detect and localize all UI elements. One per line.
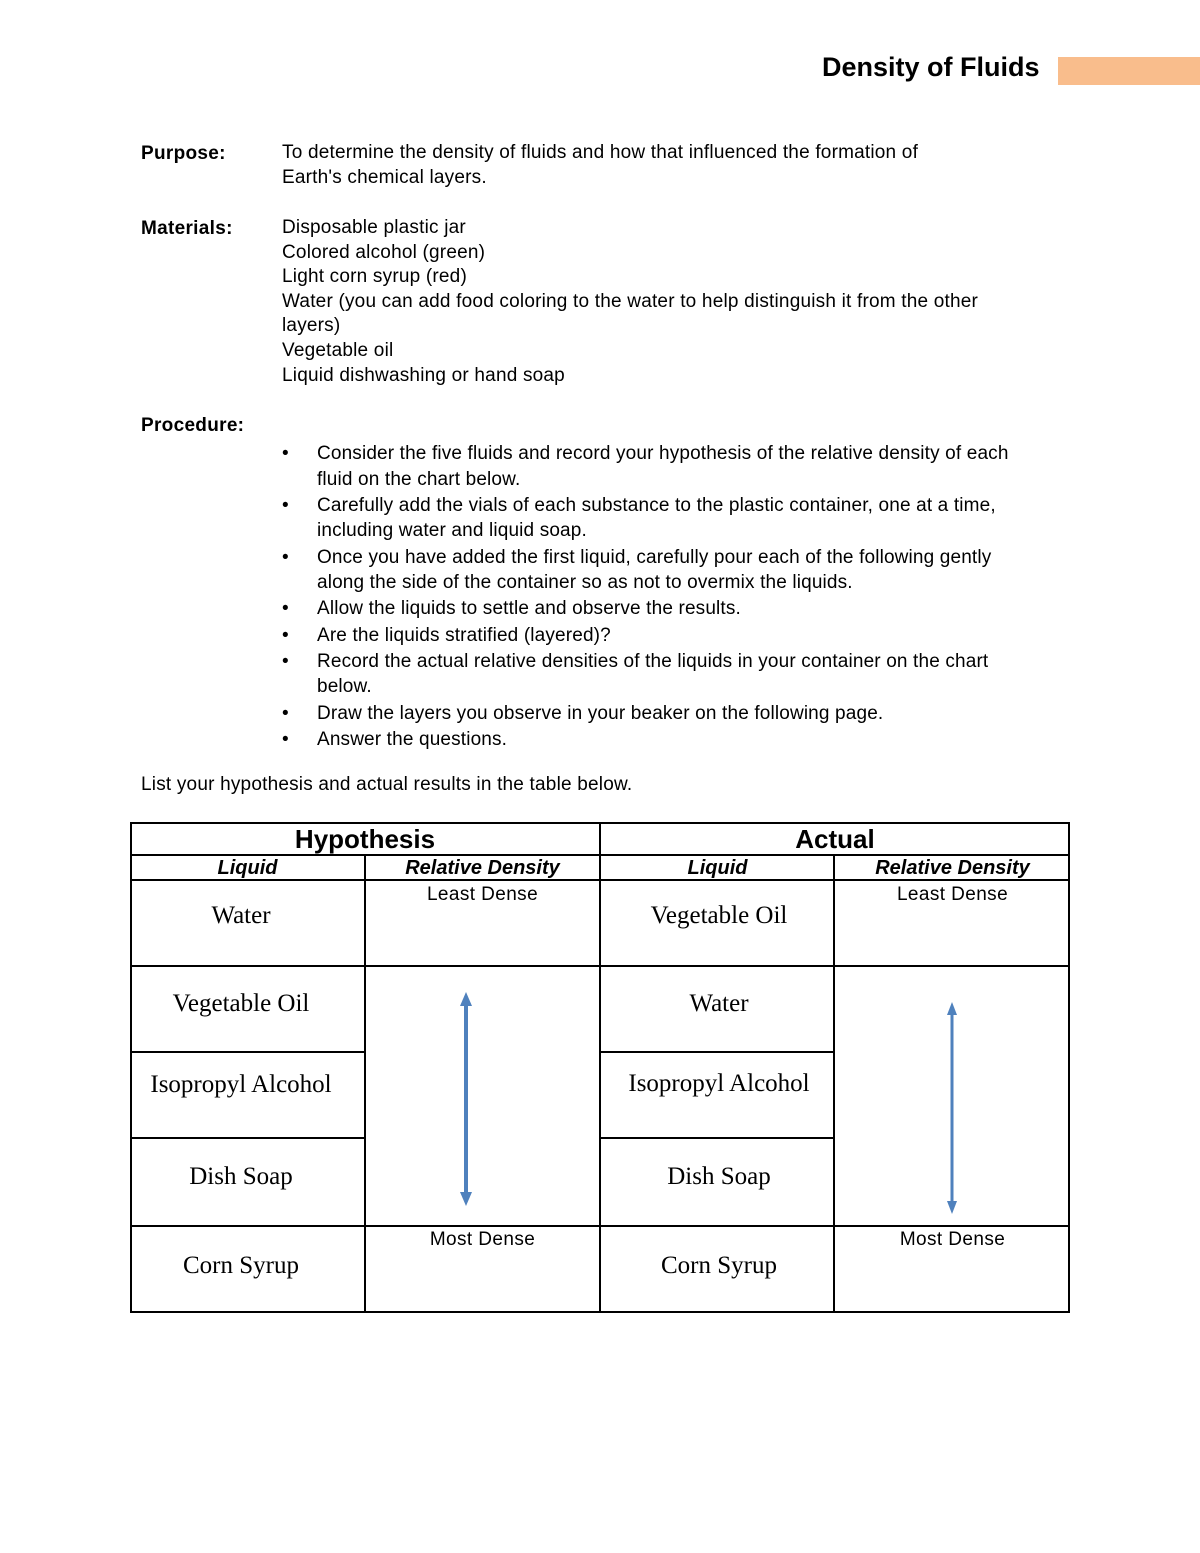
actual-density-header: Relative Density bbox=[875, 857, 1030, 879]
materials-item: Light corn syrup (red) bbox=[282, 266, 467, 288]
actual-most-dense: Most Dense bbox=[899, 1229, 1006, 1250]
materials-list bbox=[282, 216, 978, 388]
materials-item: layers) bbox=[282, 315, 341, 337]
purpose-line: Earth's chemical layers. bbox=[282, 166, 487, 188]
materials-item: Liquid dishwashing or hand soap bbox=[282, 364, 565, 386]
procedure-step: • Draw the layers you observe in your beaker on the following page. bbox=[282, 701, 1042, 727]
procedure-label: Procedure: bbox=[141, 415, 245, 436]
actual-liquid-cell: Water bbox=[689, 990, 749, 1017]
title-accent-bar bbox=[1058, 57, 1200, 85]
procedure-step: • Once you have added the first liquid, carefully pour each of the following gently along the side of the container so as not to overmix the liquids. bbox=[282, 545, 1042, 596]
actual-least-dense: Least Dense bbox=[896, 884, 1009, 905]
table-rule bbox=[600, 1051, 835, 1053]
hypothesis-density-arrow bbox=[456, 992, 476, 1208]
purpose-label: Purpose: bbox=[141, 143, 226, 164]
materials-item: Vegetable oil bbox=[282, 339, 394, 361]
procedure-step: • Record the actual relative densities of the liquids in your container on the chart below. bbox=[282, 649, 1042, 700]
table-border-left bbox=[130, 822, 132, 1313]
actual-liquid-cell: Dish Soap bbox=[667, 1163, 771, 1190]
materials-item: Water (you can add food coloring to the water to help distinguish it from the other bbox=[282, 290, 979, 312]
procedure-step: • Answer the questions. bbox=[282, 727, 1042, 753]
actual-liquid-cell: Corn Syrup bbox=[661, 1252, 777, 1279]
hypothesis-liquid-cell: Isopropyl Alcohol bbox=[150, 1071, 332, 1098]
hypothesis-density-header: Relative Density bbox=[405, 857, 560, 879]
hypothesis-liquid-cell: Corn Syrup bbox=[183, 1252, 299, 1279]
procedure-step: • Consider the five fluids and record your hypothesis of the relative density of each fluid on the chart below. bbox=[282, 441, 1042, 492]
materials-item: Colored alcohol (green) bbox=[282, 241, 486, 263]
table-intro: List your hypothesis and actual results in the table below. bbox=[141, 774, 633, 795]
procedure-step: • Allow the liquids to settle and observe the results. bbox=[282, 596, 1042, 622]
hypothesis-liquid-header: Liquid bbox=[217, 857, 278, 879]
hypothesis-least-dense: Least Dense bbox=[426, 884, 539, 905]
actual-header: Actual bbox=[795, 824, 875, 854]
procedure-list bbox=[282, 441, 1042, 753]
actual-liquid-cell: Vegetable Oil bbox=[650, 902, 788, 929]
hypothesis-liquid-cell: Vegetable Oil bbox=[172, 990, 310, 1017]
table-rule bbox=[130, 1051, 365, 1053]
hypothesis-liquid-cell: Dish Soap bbox=[189, 1163, 293, 1190]
procedure-step: • Carefully add the vials of each substance to the plastic container, one at a time, including water and liquid soap. bbox=[282, 493, 1042, 544]
actual-liquid-cell: Isopropyl Alcohol bbox=[628, 1070, 810, 1097]
hypothesis-header: Hypothesis bbox=[294, 824, 436, 854]
materials-label: Materials: bbox=[141, 218, 233, 239]
actual-liquid-header: Liquid bbox=[687, 857, 748, 879]
table-rule bbox=[600, 1137, 835, 1139]
purpose-text bbox=[282, 141, 918, 190]
procedure-step: • Are the liquids stratified (layered)? bbox=[282, 623, 1042, 649]
actual-density-arrow bbox=[942, 1002, 962, 1216]
hypothesis-liquid-cell: Water bbox=[211, 902, 271, 929]
hypothesis-most-dense: Most Dense bbox=[429, 1229, 536, 1250]
purpose-line: To determine the density of fluids and how that influenced the formation of bbox=[282, 142, 919, 163]
table-rule bbox=[130, 1137, 365, 1139]
results-table bbox=[130, 822, 1070, 1313]
page-title: Density of Fluids bbox=[822, 52, 1040, 82]
materials-item: Disposable plastic jar bbox=[282, 217, 466, 238]
